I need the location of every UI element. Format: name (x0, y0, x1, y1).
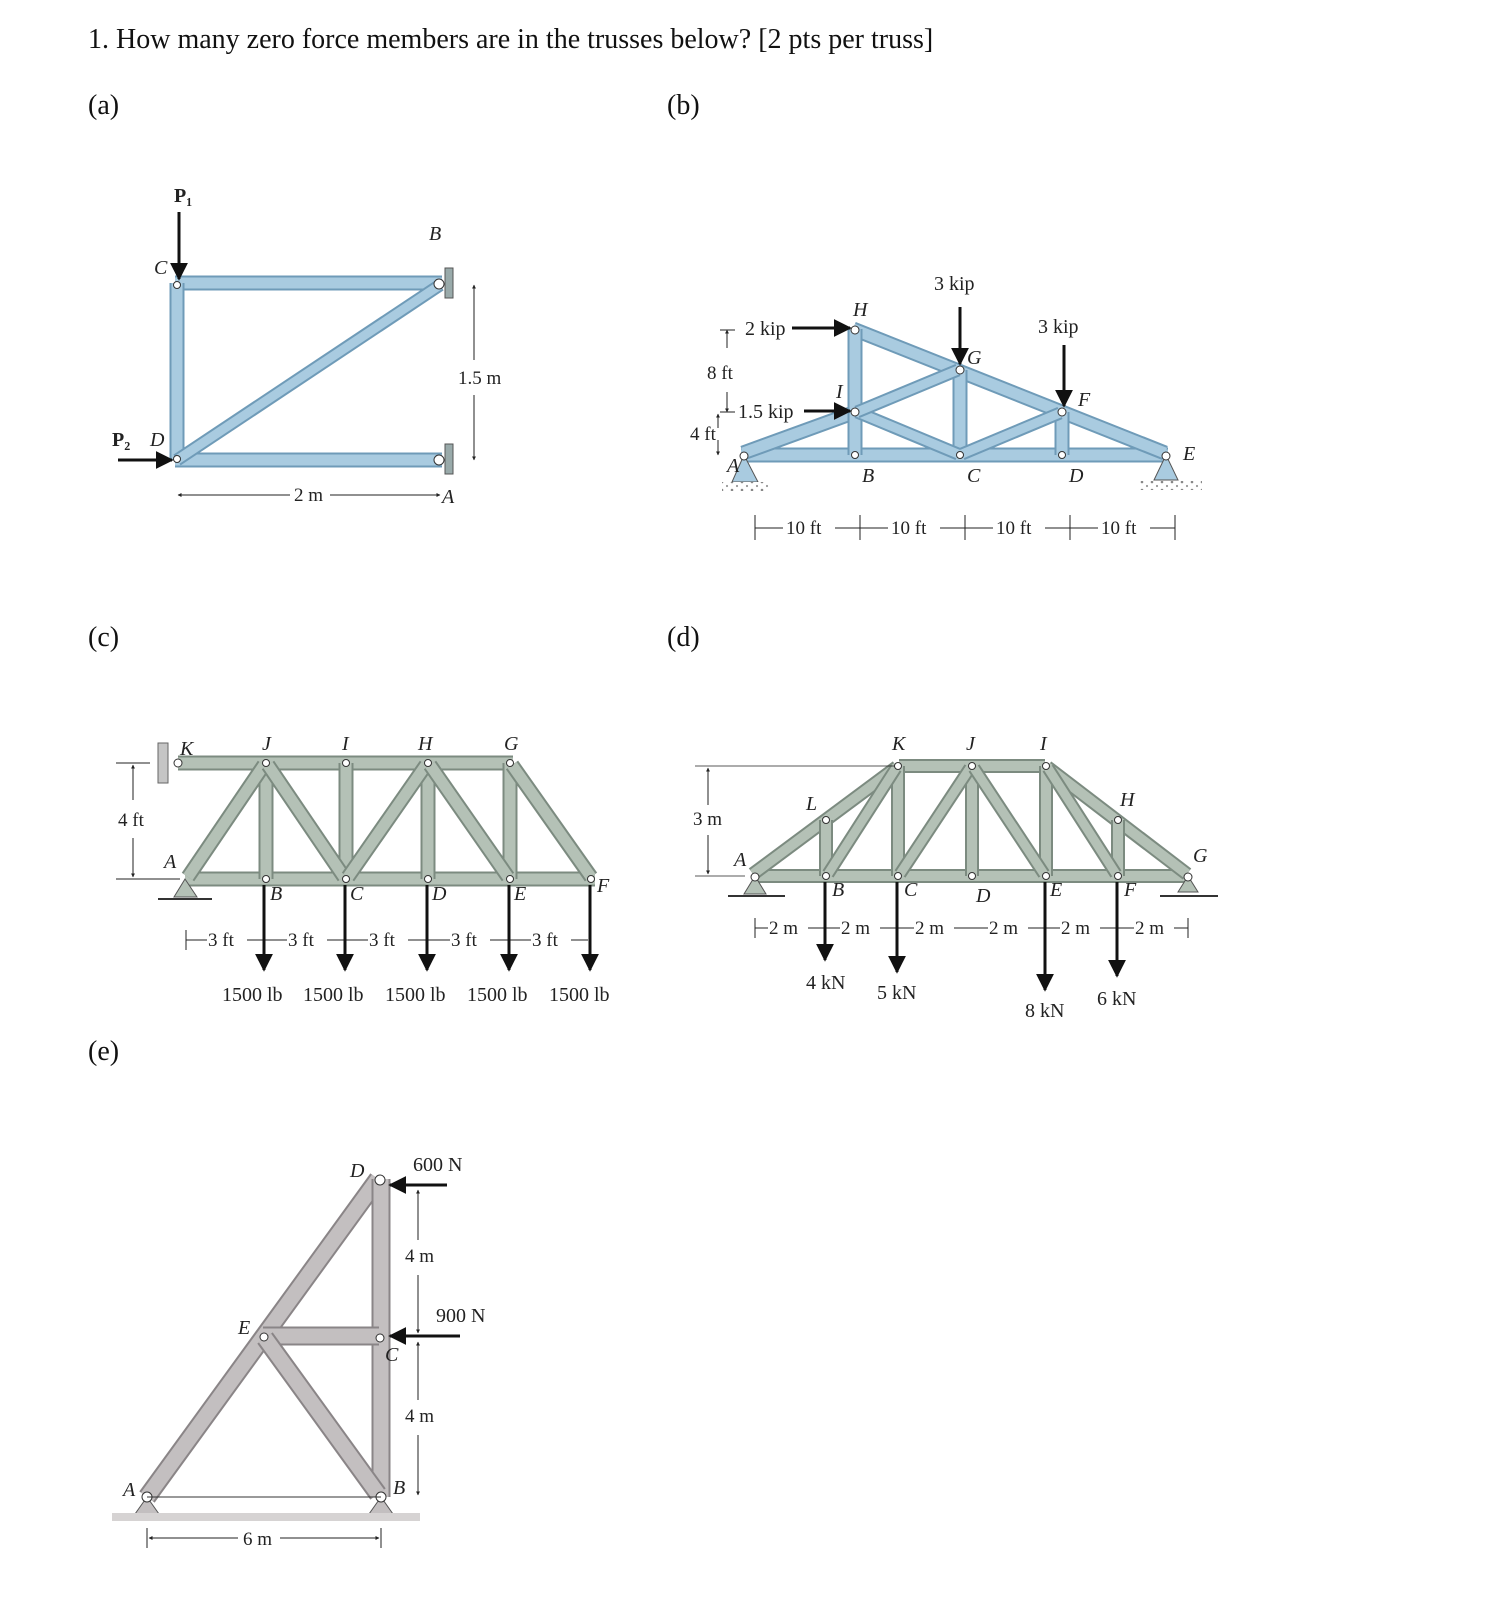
truss-d (693, 733, 1218, 1022)
member-b-IG (857, 370, 958, 412)
member-c-JC (268, 765, 344, 877)
node-d-G: G (1193, 845, 1208, 867)
dim-d-span-6: 2 m (1135, 918, 1165, 939)
truss-a (112, 185, 502, 508)
truss-c (116, 733, 610, 1006)
dim-a-width: 2 m (294, 485, 324, 506)
node-d-H: H (1120, 789, 1135, 811)
load-c-D: 1500 lb (385, 984, 446, 1006)
pin-b-B (852, 452, 859, 459)
dim-d-span-4: 2 m (989, 918, 1019, 939)
pin-a-C (174, 282, 181, 289)
node-e-A: A (123, 1479, 136, 1501)
dim-d-span-5: 2 m (1061, 918, 1091, 939)
node-d-A: A (734, 849, 747, 871)
node-a-B: B (429, 223, 442, 245)
member-c-GF (512, 765, 591, 877)
dim-e-base: 6 m (243, 1529, 273, 1550)
member-d-CJ (900, 768, 970, 874)
node-a-A: A (442, 486, 455, 508)
ground-b-A (722, 482, 770, 491)
load-e-900N: 900 N (436, 1305, 486, 1327)
pin-b-G (956, 366, 964, 374)
part-a-label: (a) (88, 90, 120, 121)
dim-b-span-1: 10 ft (786, 518, 822, 539)
dim-d-spans (755, 918, 1188, 939)
member-c-AJ (188, 765, 264, 877)
dim-c-span-4: 3 ft (451, 930, 477, 951)
pin-a-D (174, 456, 181, 463)
node-c-J: J (262, 733, 271, 755)
node-b-C: C (967, 465, 981, 487)
node-c-K: K (180, 738, 194, 760)
truss-a-members (175, 283, 442, 460)
dim-d-span-3: 2 m (915, 918, 945, 939)
node-e-E: E (238, 1317, 251, 1339)
node-d-E: E (1050, 879, 1063, 901)
dim-c-height: 4 ft (118, 810, 144, 831)
node-d-K: K (892, 733, 906, 755)
load-e-600N: 600 N (413, 1154, 463, 1176)
dim-c-span-5: 3 ft (532, 930, 558, 951)
dim-d-span-2: 2 m (841, 918, 871, 939)
node-d-D: D (976, 885, 991, 907)
node-c-G: G (504, 733, 519, 755)
dim-b-span-3: 10 ft (996, 518, 1032, 539)
part-d-label: (d) (667, 622, 700, 653)
dim-b-8ft: 8 ft (707, 363, 733, 384)
truss-e (112, 1154, 485, 1550)
dim-a-height: 1.5 m (458, 368, 502, 389)
node-c-E: E (514, 883, 527, 905)
load-a-P2-label: P₂ (112, 429, 131, 451)
load-c-F: 1500 lb (549, 984, 610, 1006)
question-number: 1. (88, 24, 109, 55)
ground-b-E (1140, 481, 1202, 490)
dim-c-span-1: 3 ft (208, 930, 234, 951)
dim-d-height: 3 m (693, 809, 723, 830)
load-c-C: 1500 lb (303, 984, 364, 1006)
truss-b-members (741, 329, 1168, 455)
dim-c-span-3: 3 ft (369, 930, 395, 951)
load-b-2kip: 2 kip (745, 318, 786, 340)
pin-b-F (1058, 408, 1066, 416)
node-c-D: D (432, 883, 447, 905)
node-d-J: J (966, 733, 975, 755)
node-c-B: B (270, 883, 283, 905)
load-a-P1-label: P₁ (174, 185, 193, 207)
load-d-C: 5 kN (877, 982, 917, 1004)
node-b-G: G (967, 347, 982, 369)
pin-a-B (434, 279, 444, 289)
load-c-E: 1500 lb (467, 984, 528, 1006)
dim-b-span-2: 10 ft (891, 518, 927, 539)
node-e-B: B (393, 1477, 406, 1499)
member-c-CH (348, 765, 426, 877)
node-c-I: I (342, 733, 349, 755)
member-d-BK (828, 768, 896, 874)
pin-e-D (375, 1175, 385, 1185)
node-d-L: L (806, 793, 818, 815)
node-c-A: A (164, 851, 177, 873)
pin-e-E (260, 1333, 268, 1341)
pin-b-D (1059, 452, 1066, 459)
part-e-label: (e) (88, 1036, 120, 1067)
node-b-E: E (1183, 443, 1196, 465)
pin-e-C (376, 1334, 384, 1342)
pin-b-H (851, 326, 859, 334)
member-d-JE (974, 768, 1044, 874)
part-b-label: (b) (667, 90, 700, 121)
dim-e-lower: 4 m (405, 1406, 435, 1427)
node-c-F: F (597, 875, 610, 897)
dim-b-span-4: 10 ft (1101, 518, 1137, 539)
pin-b-C (957, 452, 964, 459)
node-a-C: C (154, 257, 168, 279)
member-d-IF (1048, 768, 1116, 874)
truss-b (690, 273, 1202, 540)
node-c-C: C (350, 883, 364, 905)
pin-a-A (434, 455, 444, 465)
node-d-B: B (832, 879, 845, 901)
node-b-D: D (1069, 465, 1084, 487)
node-e-C: C (385, 1344, 399, 1366)
load-b-3kip-G: 3 kip (934, 273, 975, 295)
node-d-I: I (1040, 733, 1047, 755)
dim-e-upper: 4 m (405, 1246, 435, 1267)
load-d-E: 8 kN (1025, 1000, 1065, 1022)
truss-d-members (752, 766, 1188, 876)
node-b-I: I (836, 381, 843, 403)
question-text: How many zero force members are in the trusses below? [2 pts per truss] (116, 24, 934, 55)
member-a-DB (177, 285, 440, 460)
part-c-label: (c) (88, 622, 120, 653)
load-c-B: 1500 lb (222, 984, 283, 1006)
node-c-H: H (418, 733, 433, 755)
node-e-D: D (350, 1160, 365, 1182)
dim-b-4ft: 4 ft (690, 424, 716, 445)
node-d-F: F (1124, 879, 1137, 901)
dim-c-spans (186, 930, 588, 951)
support-c-K (158, 743, 168, 783)
node-b-B: B (862, 465, 875, 487)
load-d-B: 4 kN (806, 972, 846, 994)
dim-b-spans (755, 515, 1175, 540)
truss-c-members (178, 763, 595, 879)
node-b-A: A (727, 455, 740, 477)
support-a-B (445, 268, 453, 298)
dim-d-span-1: 2 m (769, 918, 799, 939)
ground-e (112, 1513, 420, 1521)
member-e-EB (265, 1338, 378, 1494)
node-b-H: H (853, 299, 868, 321)
member-c-HE (430, 765, 508, 877)
node-d-C: C (904, 879, 918, 901)
load-b-3kip-F: 3 kip (1038, 316, 1079, 338)
node-b-F: F (1078, 389, 1091, 411)
support-a-A (445, 444, 453, 474)
load-d-F: 6 kN (1097, 988, 1137, 1010)
node-a-D: D (150, 429, 165, 451)
load-b-1-5kip: 1.5 kip (738, 401, 794, 423)
pin-b-I (851, 408, 859, 416)
dim-c-span-2: 3 ft (288, 930, 314, 951)
